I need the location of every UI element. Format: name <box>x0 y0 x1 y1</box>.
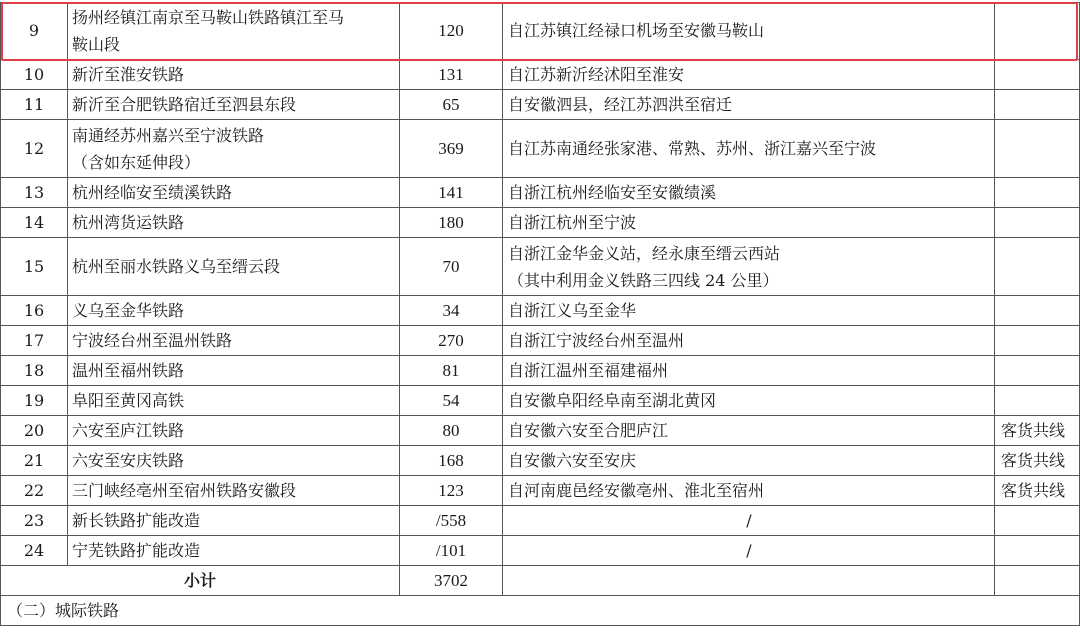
table-row <box>1 178 1080 208</box>
row-number: 20 <box>1 416 68 446</box>
project-name <box>68 120 400 178</box>
length-km: /101 <box>400 536 503 566</box>
project-name: 六安至安庆铁路 <box>68 446 400 476</box>
empty-cell <box>503 566 995 596</box>
remark: 客货共线 <box>995 416 1080 446</box>
row-number: 18 <box>1 356 68 386</box>
remark <box>995 120 1080 178</box>
subtotal-row <box>1 566 1080 596</box>
remark <box>995 536 1080 566</box>
length-km: 180 <box>400 208 503 238</box>
table-row <box>1 90 1080 120</box>
table-row <box>1 3 1080 60</box>
length-km: 168 <box>400 446 503 476</box>
route-description: 自江苏新沂经沭阳至淮安 <box>503 60 995 90</box>
section-header-row <box>1 596 1080 626</box>
length-km: /558 <box>400 506 503 536</box>
project-name: 杭州至丽水铁路义乌至缙云段 <box>68 238 400 296</box>
remark <box>995 356 1080 386</box>
project-name: 杭州湾货运铁路 <box>68 208 400 238</box>
row-number: 13 <box>1 178 68 208</box>
subtotal-value: 3702 <box>400 566 503 596</box>
length-km: 54 <box>400 386 503 416</box>
route-description: 自安徽阜阳经阜南至湖北黄冈 <box>503 386 995 416</box>
project-name: 三门峡经亳州至宿州铁路安徽段 <box>68 476 400 506</box>
railway-projects-table <box>0 2 1080 626</box>
row-number: 16 <box>1 296 68 326</box>
remark <box>995 60 1080 90</box>
length-km: 34 <box>400 296 503 326</box>
route-description: 自浙江杭州经临安至安徽绩溪 <box>503 178 995 208</box>
project-name-line: 南通经苏州嘉兴至宁波铁路 <box>72 125 265 145</box>
length-km: 81 <box>400 356 503 386</box>
length-km: 65 <box>400 90 503 120</box>
row-number: 22 <box>1 476 68 506</box>
project-name: 六安至庐江铁路 <box>68 416 400 446</box>
route-description: 自安徽六安至合肥庐江 <box>503 416 995 446</box>
length-km: 123 <box>400 476 503 506</box>
remark <box>995 326 1080 356</box>
row-number: 10 <box>1 60 68 90</box>
remark <box>995 3 1080 60</box>
remark <box>995 90 1080 120</box>
row-number: 14 <box>1 208 68 238</box>
table-row <box>1 326 1080 356</box>
length-km: 131 <box>400 60 503 90</box>
project-name: 杭州经临安至绩溪铁路 <box>68 178 400 208</box>
remark <box>995 506 1080 536</box>
project-name: 义乌至金华铁路 <box>68 296 400 326</box>
route-description: / <box>503 506 995 536</box>
route-description: 自浙江义乌至金华 <box>503 296 995 326</box>
remark: 客货共线 <box>995 476 1080 506</box>
length-km: 270 <box>400 326 503 356</box>
remark <box>995 238 1080 296</box>
section-title: （二）城际铁路 <box>1 596 1080 626</box>
project-name-line: （含如东延伸段） <box>72 152 201 172</box>
row-number: 11 <box>1 90 68 120</box>
project-name: 温州至福州铁路 <box>68 356 400 386</box>
row-number: 17 <box>1 326 68 356</box>
row-number: 15 <box>1 238 68 296</box>
table-row <box>1 476 1080 506</box>
table-row <box>1 208 1080 238</box>
remark <box>995 208 1080 238</box>
length-km: 141 <box>400 178 503 208</box>
remark <box>995 386 1080 416</box>
project-name: 阜阳至黄冈高铁 <box>68 386 400 416</box>
project-name <box>68 3 400 60</box>
route-line: 自浙江金华金义站，经永康至缙云西站 <box>508 243 781 263</box>
subtotal-label: 小计 <box>1 566 400 596</box>
route-description: / <box>503 536 995 566</box>
route-description <box>503 238 995 296</box>
table-row <box>1 536 1080 566</box>
length-km: 70 <box>400 238 503 296</box>
project-name: 新沂至合肥铁路宿迁至泗县东段 <box>68 90 400 120</box>
table-row <box>1 60 1080 90</box>
railway-table-container <box>0 2 1080 626</box>
table-row <box>1 238 1080 296</box>
table-row <box>1 386 1080 416</box>
route-description: 自江苏南通经张家港、常熟、苏州、浙江嘉兴至宁波 <box>503 120 995 178</box>
route-description: 自安徽六安至安庆 <box>503 446 995 476</box>
row-number: 9 <box>1 3 68 60</box>
table-row <box>1 356 1080 386</box>
project-name: 宁波经台州至温州铁路 <box>68 326 400 356</box>
row-number: 19 <box>1 386 68 416</box>
project-name-line: 扬州经镇江南京至马鞍山铁路镇江至马 <box>72 8 345 27</box>
table-row <box>1 506 1080 536</box>
row-number: 23 <box>1 506 68 536</box>
route-description: 自浙江杭州至宁波 <box>503 208 995 238</box>
remark: 客货共线 <box>995 446 1080 476</box>
row-number: 24 <box>1 536 68 566</box>
empty-cell <box>995 566 1080 596</box>
route-description: 自浙江温州至福建福州 <box>503 356 995 386</box>
table-row <box>1 446 1080 476</box>
remark <box>995 178 1080 208</box>
table-row <box>1 416 1080 446</box>
route-description: 自江苏镇江经禄口机场至安徽马鞍山 <box>503 3 995 60</box>
route-description: 自河南鹿邑经安徽亳州、淮北至宿州 <box>503 476 995 506</box>
project-name: 新沂至淮安铁路 <box>68 60 400 90</box>
remark <box>995 296 1080 326</box>
table-row <box>1 120 1080 178</box>
length-km: 369 <box>400 120 503 178</box>
route-description: 自安徽泗县，经江苏泗洪至宿迁 <box>503 90 995 120</box>
project-name: 新长铁路扩能改造 <box>68 506 400 536</box>
length-km: 80 <box>400 416 503 446</box>
table-row <box>1 296 1080 326</box>
row-number: 12 <box>1 120 68 178</box>
length-km: 120 <box>400 3 503 60</box>
route-line: （其中利用金义铁路三四线 24 公里） <box>508 270 779 290</box>
route-description: 自浙江宁波经台州至温州 <box>503 326 995 356</box>
project-name-line: 鞍山段 <box>72 35 121 54</box>
project-name: 宁芜铁路扩能改造 <box>68 536 400 566</box>
row-number: 21 <box>1 446 68 476</box>
